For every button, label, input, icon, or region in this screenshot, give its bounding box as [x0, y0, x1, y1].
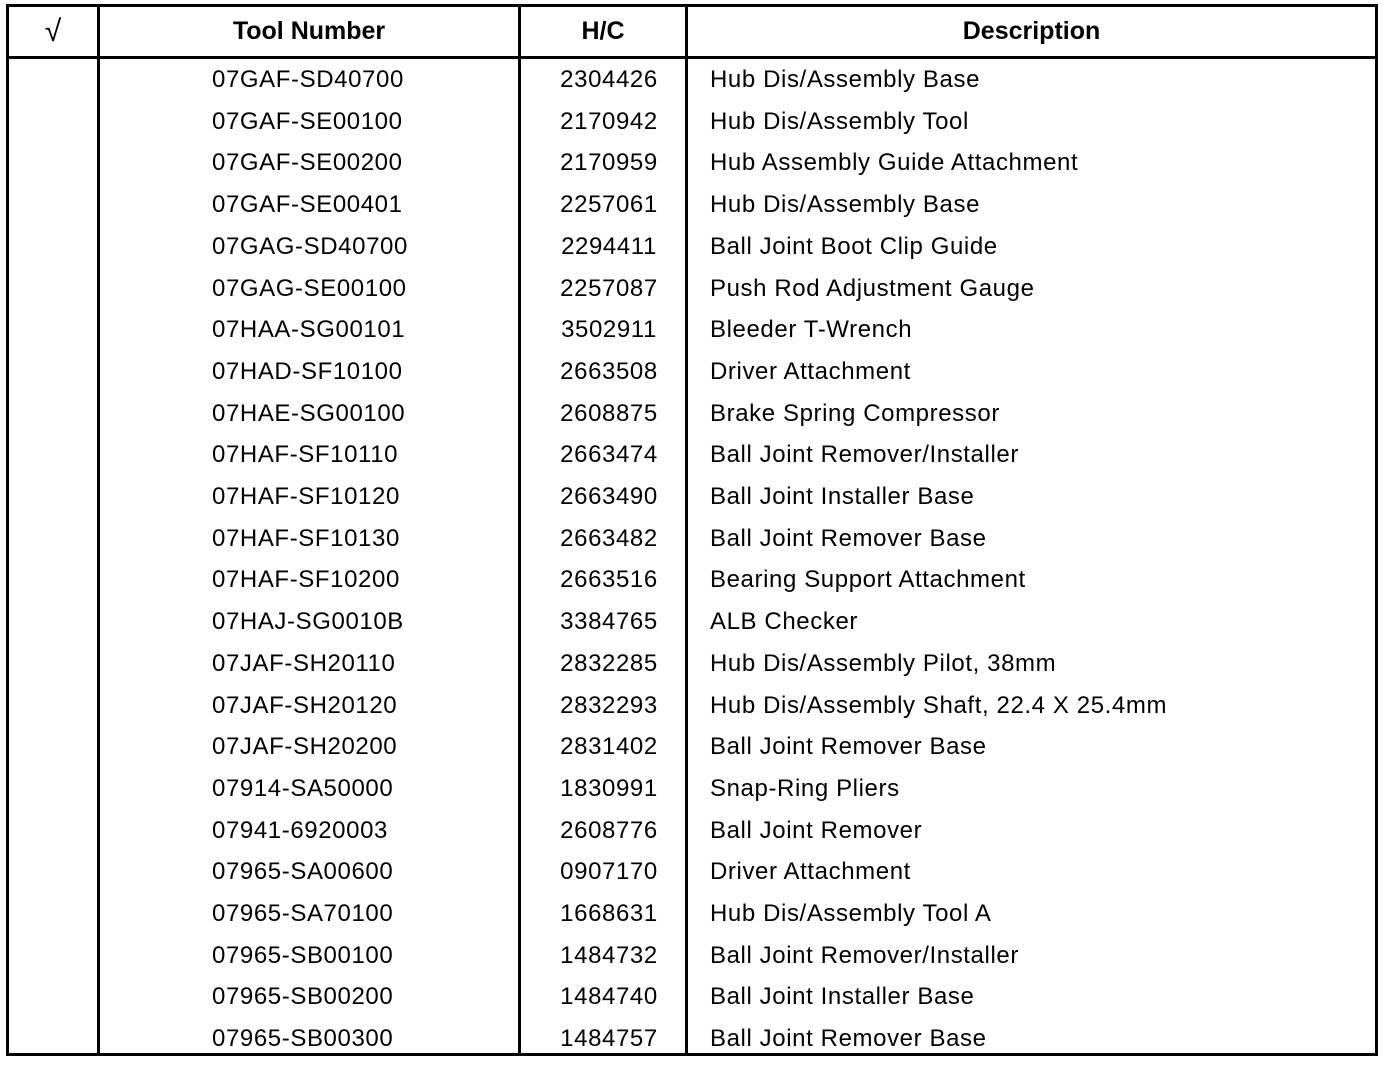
table-row: [9, 101, 1375, 143]
table-row: [9, 976, 1375, 1018]
table-row: [9, 768, 1375, 810]
description-cell: Bleeder T-Wrench: [710, 316, 913, 344]
description-cell: Snap-Ring Pliers: [710, 774, 900, 802]
description-cell: Hub Dis/Assembly Shaft, 22.4 X 25.4mm: [710, 691, 1168, 719]
table-row: [9, 559, 1375, 601]
table-row: [9, 184, 1375, 226]
description-cell: Ball Joint Remover: [710, 816, 923, 844]
hc-cell: 1668631: [560, 900, 658, 927]
description-cell: Hub Dis/Assembly Pilot, 38mm: [710, 649, 1057, 677]
table-row: [9, 268, 1375, 310]
hc-cell: 2294411: [561, 232, 657, 260]
hc-cell: 2608776: [560, 816, 658, 844]
tool-number-cell: 07965-SA00600: [212, 858, 394, 886]
hc-cell: 1484757: [560, 1025, 658, 1053]
description-cell: Push Rod Adjustment Gauge: [710, 274, 1035, 302]
hc-cell: 3384765: [560, 608, 658, 636]
hc-cell: 2832293: [560, 691, 658, 719]
table-row: [9, 685, 1375, 727]
tool-number-cell: 07965-SB00100: [212, 941, 394, 969]
description-cell: Ball Joint Remover/Installer: [710, 441, 1019, 469]
description-cell: Ball Joint Remover/Installer: [710, 941, 1019, 969]
description-cell: Hub Dis/Assembly Base: [710, 191, 981, 219]
description-cell: Driver Attachment: [710, 858, 911, 886]
hc-cell: 3502911: [561, 316, 657, 344]
table-row: [9, 601, 1375, 643]
tool-number-cell: 07HAF-SF10130: [212, 524, 400, 552]
description-column-header: Description: [962, 17, 1101, 45]
tool-number-cell: 07HAF-SF10120: [212, 483, 400, 510]
table-row: [9, 142, 1375, 184]
table-row: [9, 226, 1375, 268]
description-cell: ALB Checker: [710, 608, 858, 636]
table-row: [9, 851, 1375, 893]
description-cell: Hub Dis/Assembly Base: [710, 66, 981, 93]
tool-number-cell: 07HAA-SG00101: [212, 316, 406, 344]
hc-column-header: H/C: [581, 17, 625, 45]
table-row: [9, 351, 1375, 393]
tool-number-cell: 07GAF-SE00200: [212, 149, 403, 177]
tool-number-cell: 07JAF-SH20200: [212, 733, 398, 761]
tool-number-cell: 07941-6920003: [212, 816, 388, 844]
table-row: [9, 393, 1375, 435]
tool-number-cell: 07HAJ-SG0010B: [212, 608, 404, 636]
description-cell: Hub Dis/Assembly Tool A: [710, 900, 992, 927]
hc-cell: 1484740: [560, 983, 658, 1011]
tool-table: [6, 4, 1378, 1056]
hc-cell: 2170959: [560, 149, 658, 177]
hc-cell: 2608875: [560, 399, 658, 427]
description-cell: Ball Joint Boot Clip Guide: [710, 232, 998, 260]
table-row: [9, 59, 1375, 101]
description-cell: Hub Assembly Guide Attachment: [710, 149, 1079, 177]
tool-number-column-header: Tool Number: [232, 17, 386, 45]
tool-number-cell: 07HAD-SF10100: [212, 357, 403, 385]
hc-cell: 2304426: [560, 66, 658, 93]
description-cell: Ball Joint Remover Base: [710, 1025, 987, 1053]
tool-number-cell: 07GAG-SD40700: [212, 232, 408, 260]
hc-cell: 2832285: [560, 649, 658, 677]
table-row: [9, 643, 1375, 685]
table-row: [9, 434, 1375, 476]
tool-number-cell: 07HAE-SG00100: [212, 399, 406, 427]
table-row: [9, 726, 1375, 768]
tool-number-cell: 07GAF-SD40700: [212, 66, 404, 93]
hc-cell: 2257061: [560, 191, 658, 219]
description-cell: Ball Joint Remover Base: [710, 733, 987, 761]
tool-number-cell: 07914-SA50000: [212, 774, 394, 802]
hc-cell: 2663516: [560, 566, 658, 594]
table-row: [9, 810, 1375, 852]
table-row: [9, 935, 1375, 977]
hc-cell: 2831402: [560, 733, 658, 761]
tool-number-cell: 07HAF-SF10110: [212, 441, 399, 469]
check-column-header: √: [44, 15, 62, 48]
table-row: [9, 476, 1375, 518]
tool-number-cell: 07965-SB00300: [212, 1025, 394, 1053]
table-row: [9, 518, 1375, 560]
table-row: [9, 309, 1375, 351]
description-cell: Ball Joint Remover Base: [710, 524, 987, 552]
tool-number-cell: 07GAF-SE00401: [212, 191, 403, 219]
description-cell: Ball Joint Installer Base: [710, 983, 975, 1011]
table-row: [9, 893, 1375, 935]
hc-cell: 1830991: [560, 774, 658, 802]
tool-number-cell: 07965-SA70100: [212, 900, 394, 927]
tool-number-cell: 07965-SB00200: [212, 983, 394, 1011]
tool-number-cell: 07JAF-SH20110: [212, 649, 396, 677]
hc-cell: 2170942: [560, 107, 658, 135]
tool-number-cell: 07GAF-SE00100: [212, 107, 403, 135]
description-cell: Hub Dis/Assembly Tool: [710, 107, 969, 135]
tool-number-cell: 07JAF-SH20120: [212, 691, 398, 719]
description-cell: Brake Spring Compressor: [710, 399, 1000, 427]
table-header-row: [9, 7, 1375, 59]
hc-cell: 2663482: [560, 524, 658, 552]
table-row: [9, 1018, 1375, 1060]
description-cell: Driver Attachment: [710, 357, 911, 385]
description-cell: Ball Joint Installer Base: [710, 483, 975, 510]
hc-cell: 1484732: [560, 941, 658, 969]
hc-cell: 0907170: [560, 858, 658, 886]
tool-number-cell: 07HAF-SF10200: [212, 566, 400, 594]
hc-cell: 2663490: [560, 483, 658, 510]
hc-cell: 2663508: [560, 357, 658, 385]
hc-cell: 2663474: [560, 441, 658, 469]
tool-number-cell: 07GAG-SE00100: [212, 274, 407, 302]
hc-cell: 2257087: [560, 274, 658, 302]
description-cell: Bearing Support Attachment: [710, 566, 1026, 594]
